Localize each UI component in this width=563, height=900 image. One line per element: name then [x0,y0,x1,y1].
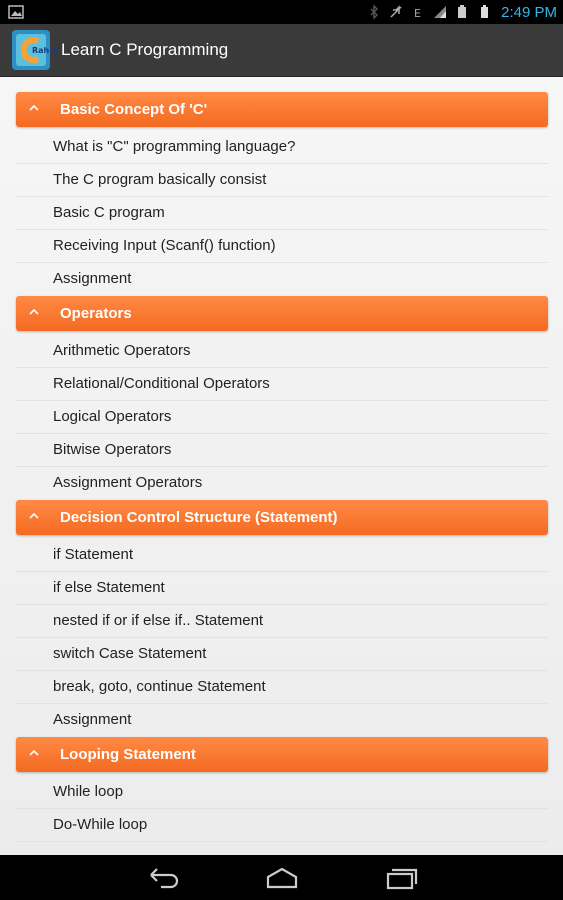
list-item[interactable]: switch Case Statement [16,637,548,671]
list-item[interactable]: Assignment [53,270,132,287]
chevron-up-icon [26,747,42,759]
group-header-basic-concept[interactable] [16,92,548,127]
group-title: Decision Control Structure (Statement) [60,509,338,526]
image-notification-icon [8,5,24,19]
signal-icon [433,5,447,19]
list-item[interactable]: Relational/Conditional Operators [16,367,548,401]
back-icon[interactable] [143,863,183,893]
mute-icon [389,5,403,19]
list-item[interactable]: if else Statement [16,571,548,605]
list-item[interactable]: Bitwise Operators [16,433,548,467]
svg-text:E: E [414,7,422,20]
list-item[interactable]: The C program basically consist [16,163,548,197]
battery-icon [477,5,491,19]
alarm-icon [455,5,469,19]
list-item[interactable]: if Statement [16,538,548,572]
chapter-list [0,77,563,855]
list-item[interactable]: Arithmetic Operators [16,334,548,368]
list-item[interactable]: Assignment Operators [53,474,203,491]
recent-apps-icon[interactable] [382,863,422,893]
group-title: Operators [60,305,132,322]
list-item[interactable]: Basic C program [16,196,548,230]
status-bar [0,0,563,24]
list-item[interactable]: Logical Operators [16,400,548,434]
group-title: Looping Statement [60,746,196,763]
list-item[interactable]: Assignment [53,711,132,728]
list-item[interactable]: nested if or if else if.. Statement [16,604,548,638]
list-item[interactable]: What is "C" programming language? [16,130,548,164]
bluetooth-icon [367,5,381,19]
svg-text:Rahul: Rahul [32,46,58,55]
navigation-bar [0,855,563,900]
app-logo-icon[interactable] [10,29,58,71]
action-bar [0,24,563,77]
group-header-decision-control[interactable] [16,500,548,535]
app-title: Learn C Programming [61,40,229,59]
group-header-operators[interactable] [16,296,548,331]
chevron-up-icon [26,306,42,318]
network-e-icon [411,5,425,19]
chevron-up-icon [26,510,42,522]
status-time: 2:49 PM [501,3,557,21]
list-item[interactable]: Receiving Input (Scanf() function) [16,229,548,263]
group-title: Basic Concept Of 'C' [60,101,208,118]
chevron-up-icon [26,102,42,114]
list-item[interactable]: break, goto, continue Statement [16,670,548,704]
list-item[interactable]: While loop [16,775,548,809]
status-icons [367,0,557,24]
home-icon[interactable] [262,863,302,893]
group-header-looping[interactable] [16,737,548,772]
list-item[interactable]: Do-While loop [16,808,548,842]
